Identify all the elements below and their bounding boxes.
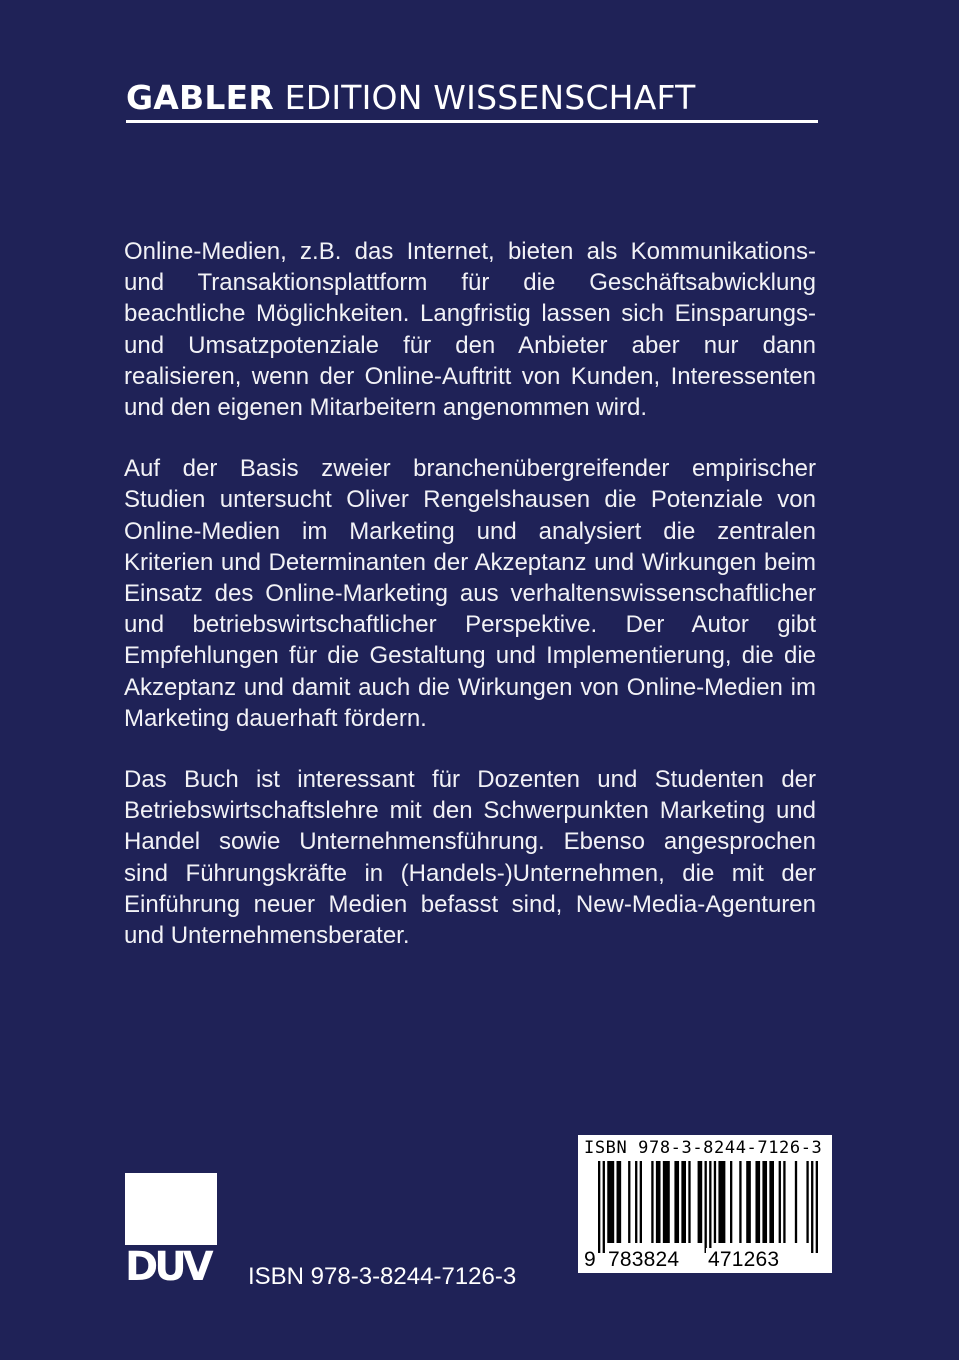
barcode-bar-3 (617, 1161, 622, 1243)
barcode-bar-25 (783, 1161, 785, 1243)
logo-text: DUV (125, 1244, 210, 1290)
barcode-bar-22 (762, 1161, 767, 1243)
barcode-bar-16 (714, 1161, 716, 1243)
barcode-bar-0 (598, 1161, 600, 1253)
isbn-text: ISBN 978-3-8244-7126-3 (248, 1263, 517, 1290)
description-paragraph-3: Das Buch ist interessant für Dozenten und Studenten der Betriebswirtschaftslehre mit den Schwerpunkten Marketing und Handel sowie Unternehmensführung. Ebenso angesprochen sind Führungskräfte in (Handels-)Unternehmen, die mit der Einführung neuer Medien befasst sind, New-Media-Agenturen und Unternehmensberater. (124, 766, 816, 950)
barcode (578, 1135, 832, 1273)
barcode-bar-26 (795, 1161, 797, 1243)
barcode-bar-11 (681, 1161, 686, 1243)
series-brand: GABLER (126, 78, 274, 117)
barcode-digit-first: 9 (584, 1248, 596, 1271)
barcode-bar-27 (806, 1161, 808, 1243)
barcode-bar-4 (628, 1161, 630, 1243)
barcode-bar-12 (688, 1161, 690, 1243)
book-description (124, 236, 816, 981)
barcode-isbn-label: ISBN 978-3-8244-7126-3 (584, 1138, 823, 1158)
barcode-bar-24 (779, 1161, 781, 1243)
barcode-bar-6 (640, 1161, 642, 1243)
barcode-bar-23 (769, 1161, 774, 1243)
barcode-digits (578, 1248, 832, 1272)
publisher-logo (125, 1173, 217, 1289)
barcode-bar-7 (651, 1161, 653, 1243)
barcode-bar-21 (755, 1161, 760, 1243)
barcode-bar-14 (705, 1161, 707, 1253)
barcode-bar-5 (635, 1161, 637, 1243)
barcode-bar-10 (674, 1161, 679, 1243)
barcode-bar-29 (816, 1161, 818, 1253)
series-title (126, 78, 818, 118)
barcode-bar-19 (739, 1161, 741, 1243)
barcode-digits-right: 471263 (708, 1248, 780, 1271)
barcode-bar-20 (746, 1161, 751, 1243)
series-name: EDITION WISSENSCHAFT (284, 78, 696, 117)
barcode-bar-17 (718, 1161, 725, 1243)
barcode-bar-8 (656, 1161, 661, 1243)
logo-block (125, 1173, 217, 1245)
barcode-bar-13 (698, 1161, 703, 1243)
barcode-bar-15 (709, 1161, 711, 1253)
barcode-digits-left: 783824 (608, 1248, 680, 1271)
barcode-bar-2 (607, 1161, 614, 1243)
description-paragraph-2: Auf der Basis zweier branchenübergreifender empirischer Studien untersucht Oliver Rengelshausen die Potenziale von Online-Medien im Marketing und analysiert die zentralen Kriterien und Determinanten der Akzeptanz und Wirkungen beim Einsatz des Online-Marketing aus verhaltenswissenschaftlicher und betriebswirtschaftlicher Perspektive. Der Autor gibt Empfehlungen für die Gestaltung und Implementierung, die die Akzeptanz und damit auch die Wirkungen von Online-Medien im Marketing dauerhaft fördern. (124, 455, 816, 732)
description-paragraph-1: Online-Medien, z.B. das Internet, bieten als Kommunikations- und Transaktionsplattform für die Geschäftsabwicklung beachtliche Möglichkeiten. Langfristig lassen sich Einsparungs- und Umsatzpotenziale für den Anbieter aber nur dann realisieren, wenn der Online-Auftritt von Kunden, Interessenten und den eigenen Mitarbeitern angenommen wird. (124, 238, 816, 422)
barcode-bars-graphic (598, 1161, 818, 1253)
barcode-bars (598, 1161, 818, 1253)
barcode-bar-1 (603, 1161, 605, 1253)
barcode-bar-9 (663, 1161, 670, 1243)
barcode-bar-28 (811, 1161, 813, 1253)
series-header (126, 78, 818, 123)
series-divider (126, 120, 818, 123)
barcode-bar-18 (730, 1161, 732, 1243)
